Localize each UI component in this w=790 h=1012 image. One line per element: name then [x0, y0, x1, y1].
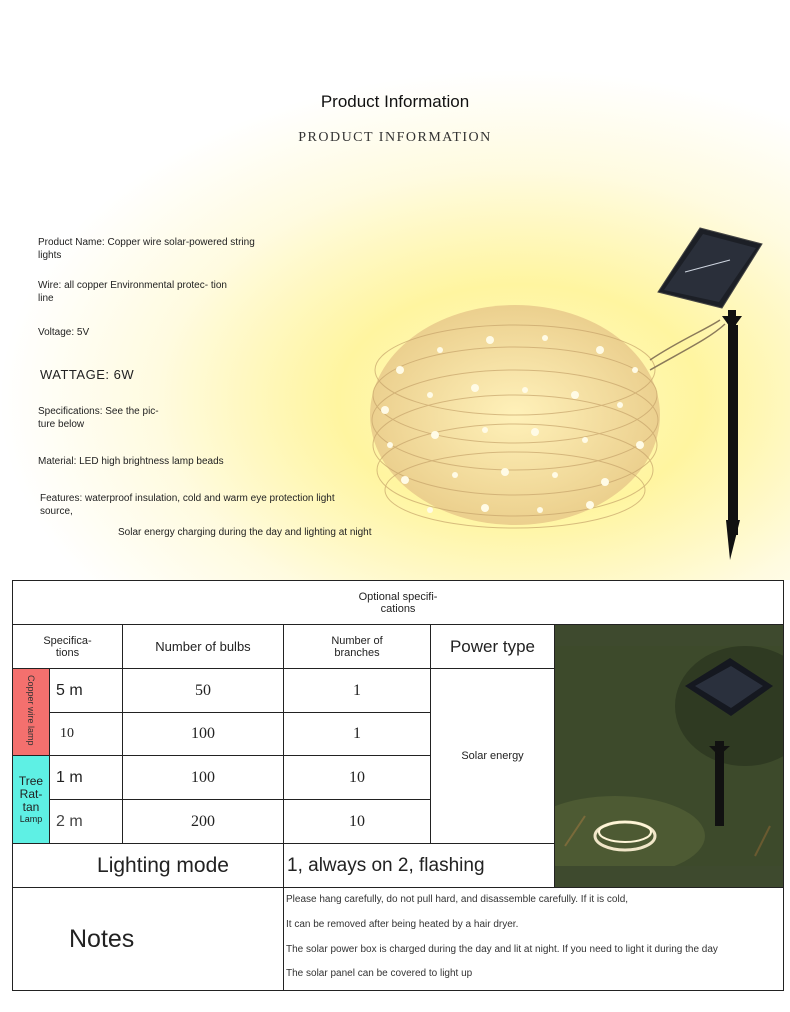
- spec-solar-charging: Solar energy charging during the day and lighting at night: [118, 527, 372, 538]
- header-number-of-bulbs: Number of bulbs: [123, 625, 284, 669]
- row-branches: 10: [284, 756, 431, 800]
- row-bulbs: 200: [123, 800, 284, 844]
- row-branches: 1: [284, 713, 431, 756]
- notes-line: Please hang carefully, do not pull hard, and disassemble carefully. If it is cold,: [286, 894, 629, 905]
- notes-line: The solar power box is charged during the day and lit at night. If you need to light it during the day: [286, 944, 718, 955]
- power-type-value: Solar energy: [431, 669, 555, 844]
- row-spec: 1 m: [50, 756, 123, 800]
- solar-light-photo: [555, 646, 784, 866]
- product-photo: [555, 625, 784, 888]
- notes-label: Notes: [13, 888, 284, 991]
- spec-product-name: Product Name: Copper wire solar-powered string lights: [38, 237, 255, 261]
- row-bulbs: 100: [123, 756, 284, 800]
- spec-material: Material: LED high brightness lamp beads: [38, 456, 224, 467]
- row-spec: 10: [50, 713, 123, 756]
- spec-specifications: Specifications: See the pic- ture below: [38, 406, 159, 430]
- group-tree-rattan-lamp: Tree Rat- tan Lamp: [13, 756, 50, 844]
- spec-wire: Wire: all copper Environmental protec- tion line: [38, 280, 227, 304]
- table-caption: Optional specifi- cations: [13, 581, 784, 625]
- row-spec: 5 m: [50, 669, 123, 713]
- lighting-mode-value: 1, always on 2, flashing: [284, 844, 784, 888]
- row-branches: 10: [284, 800, 431, 844]
- spec-voltage: Voltage: 5V: [38, 327, 90, 338]
- spec-wattage: WATTAGE: 6W: [40, 367, 135, 382]
- lighting-mode-label: Lighting mode: [13, 844, 284, 888]
- solar-string-light-illustration: [360, 220, 780, 565]
- group-copper-wire-lamp: Copper wire lamp: [13, 669, 50, 756]
- notes-line: The solar panel can be covered to light up: [286, 968, 473, 979]
- header-specifications: Specifica- tions: [13, 625, 123, 669]
- notes-line: It can be removed after being heated by a hair dryer.: [286, 919, 519, 930]
- row-bulbs: 100: [123, 713, 284, 756]
- header-power-type: Power type: [431, 625, 555, 669]
- spec-features: Features: waterproof insulation, cold and warm eye protection light source,: [40, 493, 335, 517]
- header-number-of-branches: Number of branches: [284, 625, 431, 669]
- page-title: Product Information: [320, 92, 470, 111]
- page-subtitle: PRODUCT INFORMATION: [298, 130, 492, 145]
- row-bulbs: 50: [123, 669, 284, 713]
- row-spec: 2 m: [50, 800, 123, 844]
- row-branches: 1: [284, 669, 431, 713]
